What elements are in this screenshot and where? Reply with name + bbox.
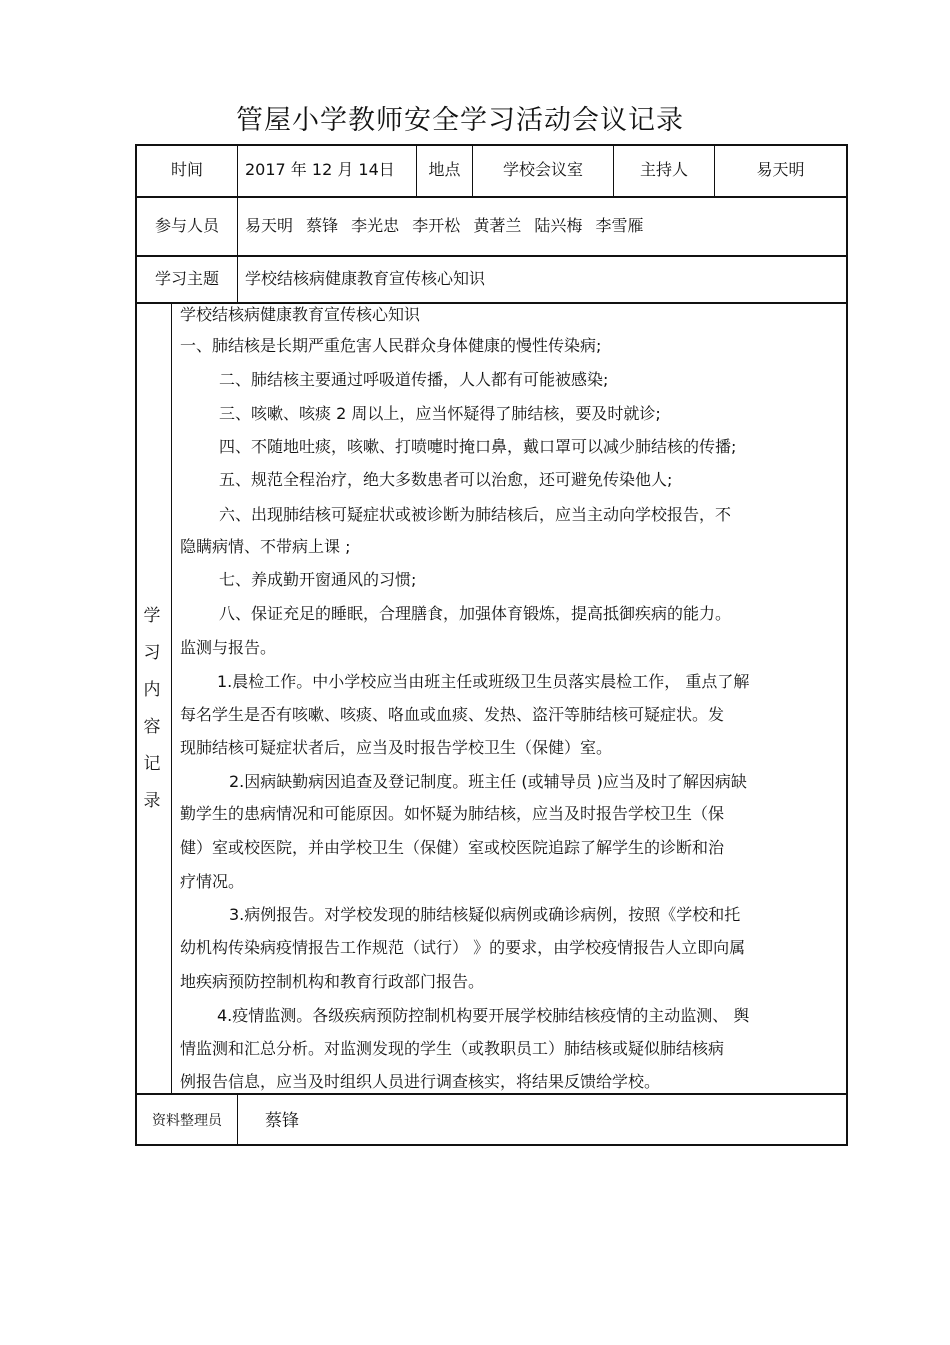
content-label-char: 习 [143,643,161,663]
document-title: 管屋小学教师安全学习活动会议记录 [236,105,684,136]
table-border-row1 [135,196,848,198]
content-line: 学校结核病健康教育宣传核心知识 [180,305,421,324]
content-line: 隐瞒病情、不带病上课 ; [180,537,351,556]
content-line: 地疾病预防控制机构和教育行政部门报告。 [180,972,485,991]
content-line: 3.病例报告。对学校发现的肺结核疑似病例或确诊病例，按照《学校和托 [229,905,741,924]
content-line: 1.晨检工作。中小学校应当由班主任或班级卫生员落实晨检工作， 重点了解 [217,672,750,691]
time-label: 时间 [170,160,203,179]
table-border-right [846,144,848,1146]
content-line: 三、咳嗽、咳痰 2 周以上，应当怀疑得了肺结核，要及时就诊; [219,404,661,423]
table-divider-footer-label [237,1094,238,1145]
table-divider-label-col [237,144,238,303]
host-label: 主持人 [639,160,688,179]
content-label-char: 内 [143,680,161,700]
content-line: 疗情况。 [180,872,245,891]
content-line: 八、保证充足的睡眠，合理膳食，加强体育锻炼，提高抵御疾病的能力。 [219,604,732,623]
content-line: 七、养成勤开窗通风的习惯; [219,570,417,589]
recorder-value: 蔡锋 [265,1111,299,1131]
content-line: 监测与报告。 [180,638,277,657]
content-label [140,598,164,820]
content-line: 现肺结核可疑症状者后，应当及时报告学校卫生（保健）室。 [180,738,613,757]
table-divider-content-label [171,303,172,1094]
content-line: 情监测和汇总分析。对监测发现的学生（或教职员工）肺结核或疑似肺结核病 [180,1039,725,1058]
content-line: 幼机构传染病疫情报告工作规范（试行） 》的要求，由学校疫情报告人立即向属 [180,938,746,957]
participants-value: 易天明 蔡锋 李光忠 李开松 黄著兰 陆兴梅 李雪雁 [245,216,644,235]
table-border-bottom [135,1144,848,1146]
table-border-top [135,144,848,146]
time-value: 2017 年 12 月 14日 [245,160,395,179]
table-border-row4 [135,1093,848,1095]
content-line: 六、出现肺结核可疑症状或被诊断为肺结核后，应当主动向学校报告，不 [219,505,732,524]
content-label-char: 记 [143,754,161,774]
table-border-left [135,144,137,1146]
participants-label: 参与人员 [154,216,219,235]
content-line: 二、肺结核主要通过呼吸道传播，人人都有可能被感染; [219,370,609,389]
place-label: 地点 [428,160,461,179]
table-border-row2 [135,255,848,257]
place-value: 学校会议室 [502,160,583,179]
topic-value: 学校结核病健康教育宣传核心知识 [245,269,486,288]
table-border-row3 [135,302,848,304]
content-line: 勤学生的患病情况和可能原因。如怀疑为肺结核，应当及时报告学校卫生（保 [180,804,725,823]
content-line: 2.因病缺勤病因追查及登记制度。班主任 (或辅导员 )应当及时了解因病缺 [229,772,747,791]
content-label-char: 容 [143,717,161,737]
content-line: 4.疫情监测。各级疾病预防控制机构要开展学校肺结核疫情的主动监测、 舆 [217,1006,750,1025]
content-line: 五、规范全程治疗，绝大多数患者可以治愈，还可避免传染他人; [219,470,673,489]
topic-label: 学习主题 [154,269,219,288]
content-line: 每名学生是否有咳嗽、咳痰、咯血或血痰、发热、盗汗等肺结核可疑症状。发 [180,705,725,724]
content-line: 健）室或校医院，并由学校卫生（保健）室或校医院追踪了解学生的诊断和治 [180,838,725,857]
content-line: 一、肺结核是长期严重危害人民群众身体健康的慢性传染病; [180,336,602,355]
recorder-label: 资料整理员 [152,1113,222,1129]
content-line: 例报告信息，应当及时组织人员进行调查核实，将结果反馈给学校。 [180,1072,661,1091]
content-line: 四、不随地吐痰，咳嗽、打喷嚏时掩口鼻，戴口罩可以减少肺结核的传播; [219,437,737,456]
content-label-char: 录 [143,791,161,811]
content-label-char: 学 [143,606,161,626]
host-value: 易天明 [756,160,805,179]
